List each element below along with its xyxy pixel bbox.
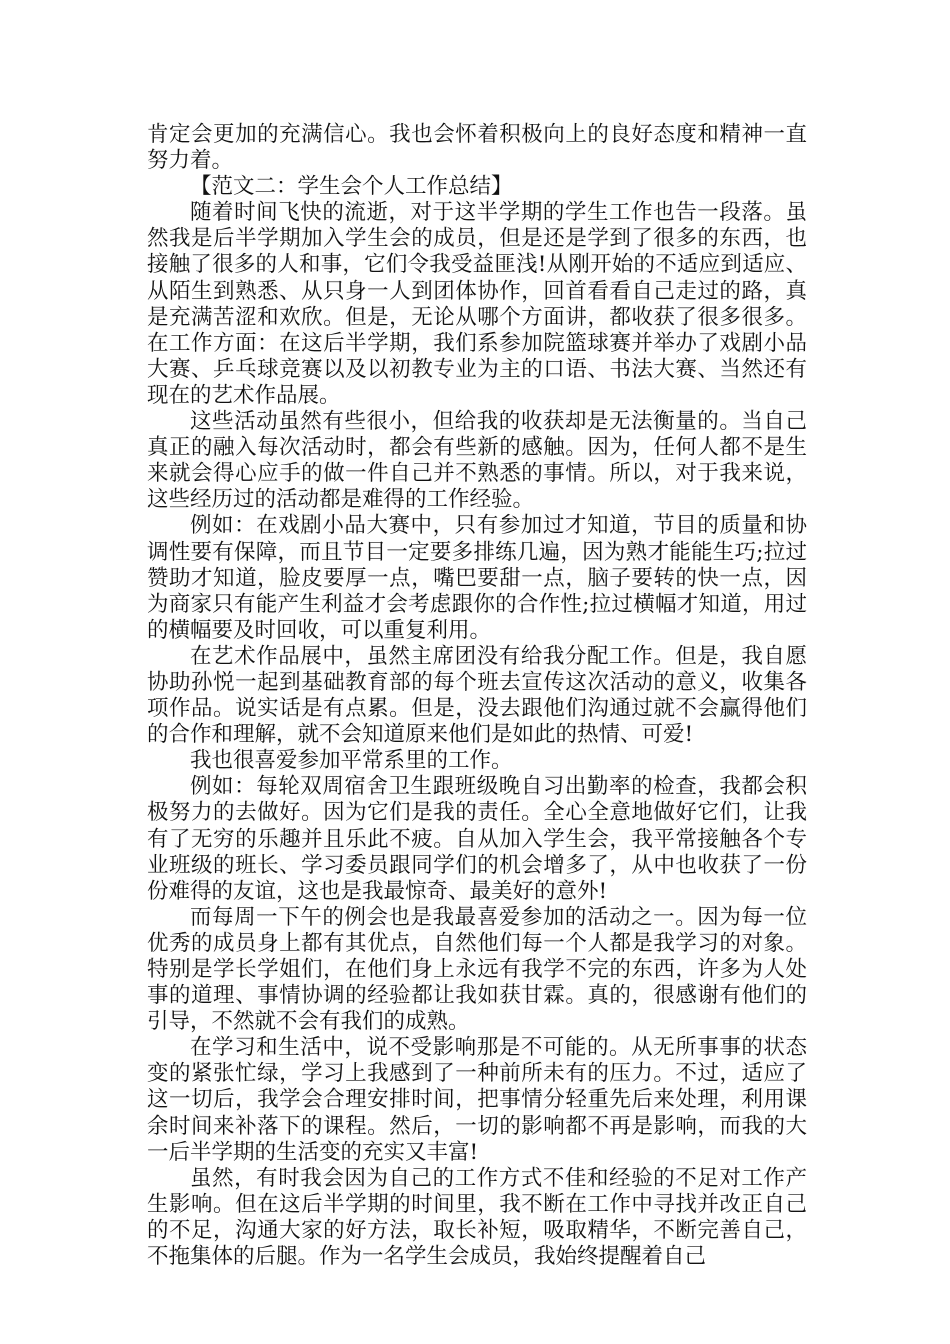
paragraph: 这些活动虽然有些很小，但给我的收获却是无法衡量的。当自己真正的融入每次活动时，都会有些新的感触。因为，任何人都不是生来就会得心应手的做一件自己并不熟悉的事情。所以，对于我来说，这些经历过的活动都是难得的工作经验。 (147, 409, 807, 513)
paragraph: 而每周一下午的例会也是我最喜爱参加的活动之一。因为每一位优秀的成员身上都有其优点，自然他们每一个人都是我学习的对象。特别是学长学姐们，在他们身上永远有我学不完的东西，许多为人处事的道理、事情协调的经验都让我如获甘霖。真的，很感谢有他们的引导，不然就不会有我们的成熟。 (147, 904, 807, 1035)
paragraph-continuation: 肯定会更加的充满信心。我也会怀着积极向上的良好态度和精神一直努力着。 (147, 122, 807, 174)
paragraph: 在艺术作品展中，虽然主席团没有给我分配工作。但是，我自愿协助孙悦一起到基础教育部的每个班去宣传这次活动的意义，收集各项作品。说实话是有点累。但是，没去跟他们沟通过就不会赢得他们的合作和理解，就不会知道原来他们是如此的热情、可爱! (147, 643, 807, 748)
paragraph: 我也很喜爱参加平常系里的工作。 (190, 748, 513, 774)
document-body (147, 122, 807, 1270)
paragraph: 例如：在戏剧小品大赛中，只有参加过才知道，节目的质量和协调性要有保障，而且节目一定要多排练几遍，因为熟才能能生巧;拉过赞助才知道，脸皮要厚一点，嘴巴要甜一点，脑子要转的快一点，因为商家只有能产生利益才会考虑跟你的合作性;拉过横幅才知道，用过的横幅要及时回收，可以重复利用。 (147, 513, 807, 643)
paragraph: 随着时间飞快的流逝，对于这半学期的学生工作也告一段落。虽然我是后半学期加入学生会的成员，但是还是学到了很多的东西，也接触了很多的人和事，它们令我受益匪浅!从刚开始的不适应到适应、从陌生到熟悉、从只身一人到团体协作，回首看看自己走过的路，真是充满苦涩和欢欣。但是，无论从哪个方面讲，都收获了很多很多。在工作方面：在这后半学期，我们系参加院篮球赛并举办了戏剧小品大赛、乒乓球竞赛以及以初教专业为主的口语、书法大赛、当然还有现在的艺术作品展。 (147, 200, 807, 408)
paragraph: 在学习和生活中，说不受影响那是不可能的。从无所事事的状态变的紧张忙绿，学习上我感到了一种前所未有的压力。不过，适应了这一切后，我学会合理安排时间，把事情分轻重先后来处理，利用课余时间来补落下的课程。然后，一切的影响都不再是影响，而我的大一后半学期的生活变的充实又丰富! (147, 1035, 807, 1165)
paragraph: 虽然，有时我会因为自己的工作方式不佳和经验的不足对工作产生影响。但在这后半学期的时间里，我不断在工作中寻找并改正自己的不足，沟通大家的好方法，取长补短，吸取精华，不断完善自己，不拖集体的后腿。作为一名学生会成员，我始终提醒着自己 (147, 1165, 807, 1270)
paragraph: 例如：每轮双周宿舍卫生跟班级晚自习出勤率的检查，我都会积极努力的去做好。因为它们是我的责任。全心全意地做好它们，让我有了无穷的乐趣并且乐此不疲。自从加入学生会，我平常接触各个专业班级的班长、学习委员跟同学们的机会增多了，从中也收获了一份份难得的友谊，这也是我最惊奇、最美好的意外! (147, 774, 807, 904)
section-heading: 【范文二：学生会个人工作总结】 (190, 174, 513, 200)
